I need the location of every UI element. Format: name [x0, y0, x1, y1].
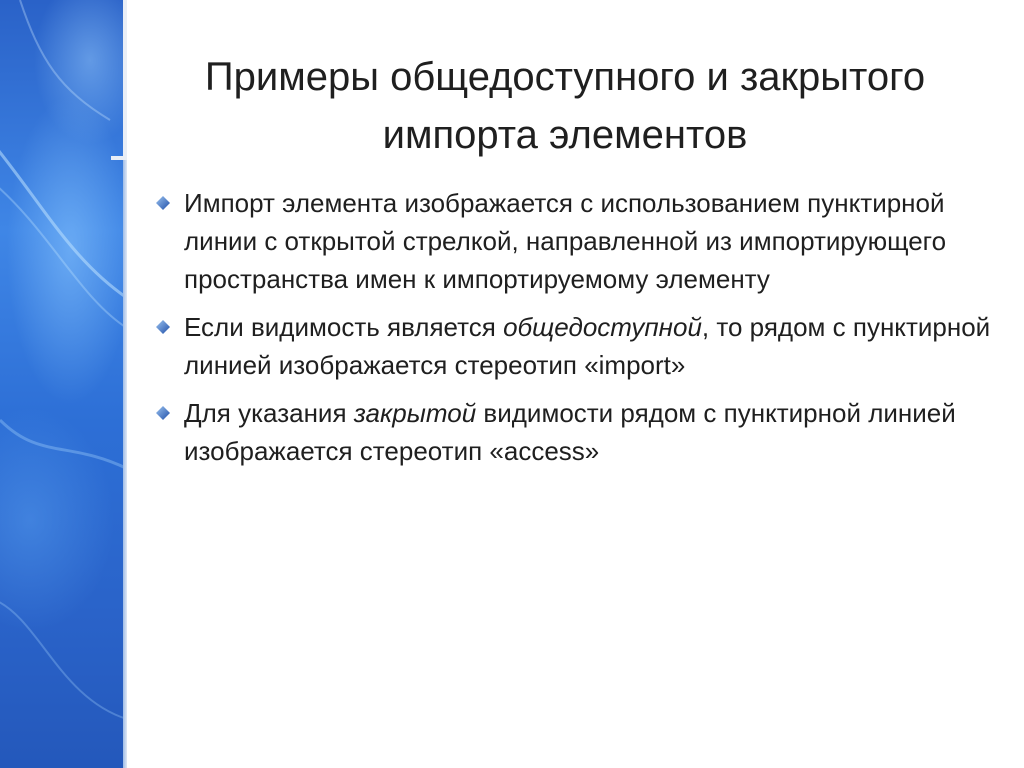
bullet-text-2-before: Если видимость является: [184, 312, 504, 342]
diamond-bullet-icon: [156, 406, 170, 420]
diamond-bullet-icon: [156, 196, 170, 210]
bullet-list: [152, 184, 1012, 480]
title-frame-line: [111, 0, 127, 160]
slide-title: [150, 48, 980, 164]
bullet-text-2-emphasis: общедоступной: [503, 312, 702, 342]
band-light-streaks: [0, 0, 127, 768]
bullet-text-3-emphasis: закрытой: [353, 398, 477, 428]
bullet-item-2: [152, 308, 1012, 384]
slide-title-line-1: Примеры общедоступного и закрытого: [204, 55, 926, 99]
bullet-text-2-after: , то рядом с пунктирной линией изображается стереотип «import»: [184, 312, 991, 380]
bullet-item-3: [152, 394, 1012, 470]
bullet-text-3-after: видимости рядом с пунктирной линией изображается стереотип «access»: [184, 398, 956, 466]
bullet-text-3-before: Для указания: [184, 398, 354, 428]
bullet-item-1: [152, 184, 1012, 298]
band-edge-line: [123, 160, 127, 768]
slide-title-line-2: импорта элементов: [382, 113, 748, 157]
diamond-bullet-icon: [156, 320, 170, 334]
decorative-blue-band: [0, 0, 127, 768]
bullet-text-1: Импорт элемента изображается с использованием пунктирной линии с открытой стрелкой, направленной из импортирующего пространства имен к импортируемому элементу: [184, 188, 947, 294]
